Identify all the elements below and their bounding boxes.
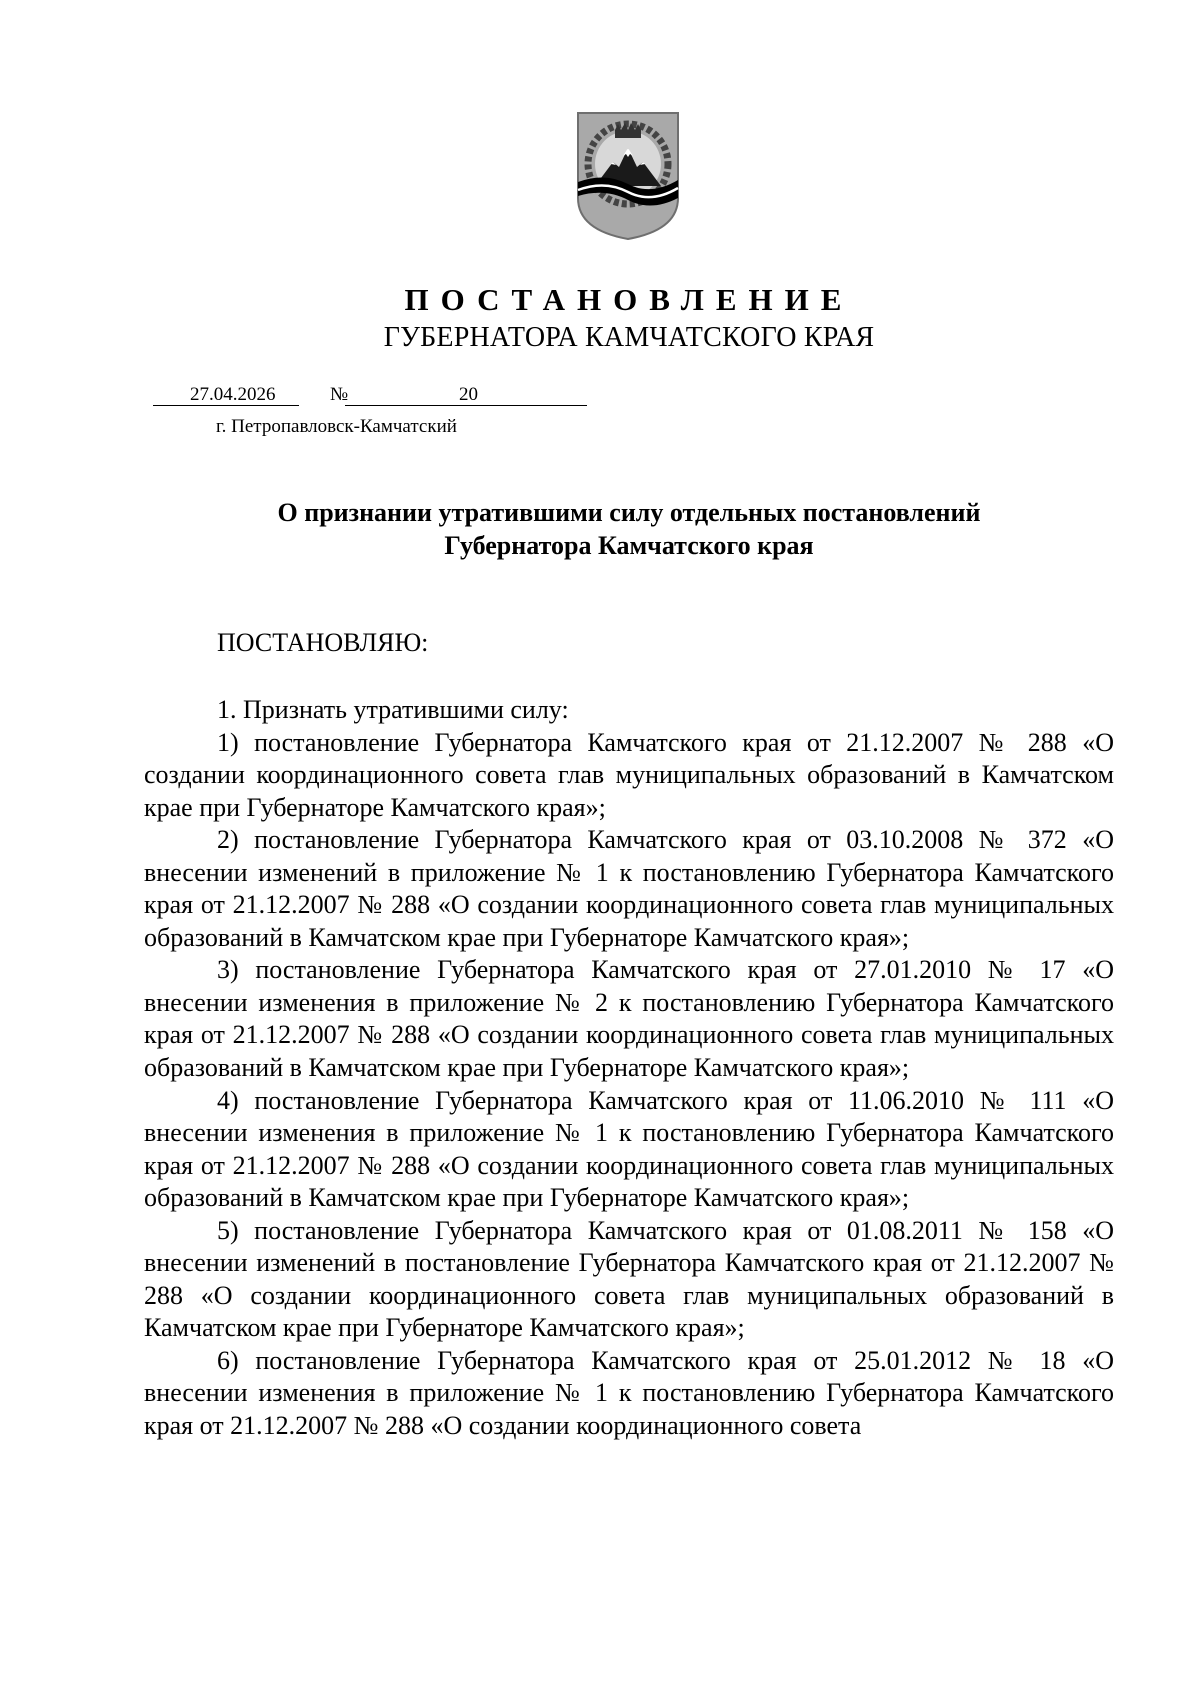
document-subtitle: ГУБЕРНАТОРА КАМЧАТСКОГО КРАЯ xyxy=(383,322,875,353)
paragraph-item: 1) постановление Губернатора Камчатского края от 21.12.2007 № 288 «О создании координационного совета глав муниципальных образований в Камчатском крае при Губернаторе Камчатского края»; xyxy=(144,727,1114,822)
heading-line-2: Губернатора Камчатского края xyxy=(444,531,814,560)
paragraph-item: 1. Признать утратившими силу: xyxy=(217,695,569,724)
coat-of-arms-icon xyxy=(575,110,681,242)
document-number: 20 xyxy=(459,384,478,405)
paragraph-item: 3) постановление Губернатора Камчатского края от 27.01.2010 № 17 «О внесении изменения в приложение № 2 к постановлению Губернатора Камчатского края от 21.12.2007 № 288 «О создании координационного совета глав муниципальных образований в Камчатском крае при Губернаторе Камчатского края»; xyxy=(144,955,1114,1083)
paragraph-item: 4) постановление Губернатора Камчатского края от 11.06.2010 № 111 «О внесении изменения в приложение № 1 к постановлению Губернатора Камчатского края от 21.12.2007 № 288 «О создании координационного совета глав муниципальных образований в Камчатском крае при Губернаторе Камчатского края»; xyxy=(144,1085,1114,1213)
document-title: ПОСТАНОВЛЕНИЕ xyxy=(404,282,854,317)
document-date: 27.04.2026 xyxy=(190,384,276,405)
paragraph-item: 2) постановление Губернатора Камчатского края от 03.10.2008 № 372 «О внесении изменений в приложение № 1 к постановлению Губернатора Камчатского края от 21.12.2007 № 288 «О создании координационного совета глав муниципальных образований в Камчатском крае при Губернаторе Камчатского края»; xyxy=(144,825,1114,952)
decree-word: ПОСТАНОВЛЯЮ: xyxy=(217,628,429,657)
document-heading xyxy=(150,496,1108,562)
city-name: г. Петропавловск-Камчатский xyxy=(216,416,457,437)
paragraph-item: 6) постановление Губернатора Камчатского края от 25.01.2012 № 18 «О внесении изменения в приложение № 1 к постановлению Губернатора Камчатского края от 21.12.2007 № 288 «О создании координационного совета xyxy=(144,1345,1114,1441)
number-sign: № xyxy=(330,384,349,405)
paragraph-item: 5) постановление Губернатора Камчатского края от 01.08.2011 № 158 «О внесении изменений в постановление Губернатора Камчатского края от 21.12.2007 № 288 «О создании координационного совета глав муниципальных образований в Камчатском крае при Губернаторе Камчатского края»; xyxy=(144,1215,1114,1343)
document-body xyxy=(144,694,1114,1443)
heading-line-1: О признании утратившими силу отдельных постановлений xyxy=(277,498,981,527)
